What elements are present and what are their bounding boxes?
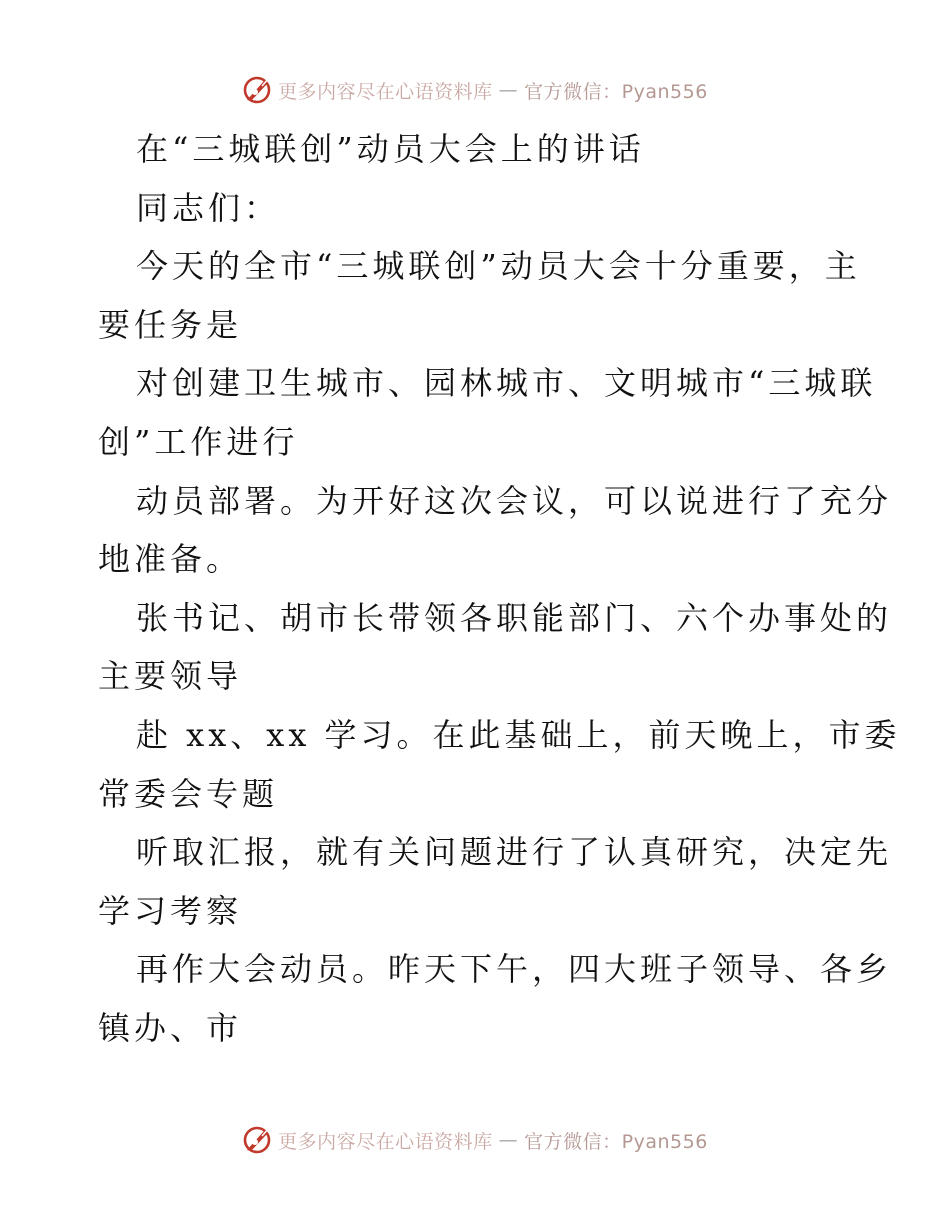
paragraph-line: 学习考察 bbox=[98, 891, 243, 930]
document-body bbox=[98, 120, 901, 1058]
banner-account: 官方微信：Pyan556 bbox=[524, 1130, 708, 1153]
paragraph-line: 再作大会动员。昨天下午，四大班子领导、各乡 bbox=[136, 950, 893, 989]
banner-separator: — bbox=[498, 79, 519, 101]
paragraph-line: 主要领导 bbox=[98, 657, 243, 696]
paragraph-line: 赴 xx、xx 学习。在此基础上，前天晚上，市委 bbox=[136, 715, 901, 754]
header-watermark-banner bbox=[0, 70, 950, 110]
document-title: 在“三城联创”动员大会上的讲话 bbox=[136, 130, 645, 168]
quill-seal-logo-icon bbox=[242, 75, 272, 105]
footer-watermark-banner bbox=[0, 1120, 950, 1160]
paragraph-line: 张书记、胡市长带领各职能部门、六个办事处的 bbox=[136, 598, 893, 637]
paragraph-line: 镇办、市 bbox=[98, 1008, 243, 1047]
paragraph-line: 动员部署。为开好这次会议，可以说进行了充分 bbox=[136, 481, 893, 520]
paragraph-line: 地准备。 bbox=[98, 540, 243, 579]
quill-seal-logo-icon bbox=[242, 1125, 272, 1155]
paragraph-line: 今天的全市“三城联创”动员大会十分重要，主 bbox=[136, 247, 861, 286]
salutation: 同志们： bbox=[136, 188, 281, 227]
banner-text: 更多内容尽在心语资料库 bbox=[278, 80, 493, 103]
banner-separator: — bbox=[498, 1129, 519, 1151]
banner-text: 更多内容尽在心语资料库 bbox=[278, 1130, 493, 1153]
paragraph-line: 常委会专题 bbox=[98, 774, 279, 813]
paragraph-line: 听取汇报，就有关问题进行了认真研究，决定先 bbox=[136, 833, 893, 872]
paragraph-line: 对创建卫生城市、园林城市、文明城市“三城联 bbox=[136, 364, 877, 403]
paragraph-line: 要任务是 bbox=[98, 305, 243, 344]
banner-account: 官方微信：Pyan556 bbox=[524, 80, 708, 103]
paragraph-line: 创”工作进行 bbox=[98, 422, 299, 461]
